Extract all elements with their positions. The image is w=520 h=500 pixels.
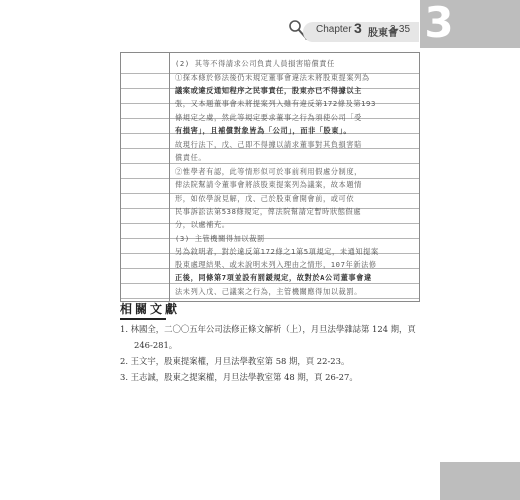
reference-item: 3. 王志誠，股東之提案權，月旦法學教室第 48 期，頁 26-27。 (120, 372, 358, 382)
note-line: 償責任。 (175, 153, 207, 162)
chapter-badge-number: 3 (424, 0, 454, 47)
note-line: 另為敘明者，對於違反第172條之1第5項規定，未通知提案 (175, 247, 379, 256)
note-line: 有損害」，且補償對象皆為「公司」，而非「股東」。 (175, 126, 352, 135)
reference-item-continuation: 246-281。 (134, 340, 178, 350)
notepad-margin-line (169, 53, 170, 301)
note-line: 故現行法下，戊、己即不得據以請求董事對其負損害賠 (175, 140, 362, 149)
reference-item: 2. 王文宇，股東提案權，月旦法學教室第 58 期，頁 22-23。 (120, 356, 350, 366)
references-heading: 相關文獻 (120, 302, 181, 316)
chapter-title: 股東會 (368, 28, 398, 39)
chapter-badge (420, 0, 520, 48)
note-line: (2) 其等不得請求公司負責人員損害賠償責任 (175, 59, 335, 68)
note-line: ②惟學者有認，此等情形似可於事前利用假處分制度， (175, 167, 362, 176)
note-line: 形，如依學說見解，戊、己於股東會開會前，或可依 (175, 194, 355, 203)
note-line: 俾法院幫請令董事會將該股東提案列為議案，故本題情 (175, 180, 362, 189)
note-line: ①探本條於修法後仍未規定董事會違法未將股東提案列為 (175, 73, 370, 82)
note-line: 股東處理結果、或未說明未列入理由之情形，107年新法修 (175, 260, 377, 269)
note-line: (3) 主管機關得加以裁罰 (175, 234, 265, 243)
notepad-box (120, 52, 420, 302)
note-line: 條規定之虞，然此等規定要求董事之行為須使公司「受 (175, 113, 362, 122)
note-line: 民事訴訟法第538條規定，俾法院幫請定暫時狀態假處 (175, 207, 362, 216)
chapter-number: 3 (354, 20, 362, 36)
chapter-label: Chapter (316, 24, 352, 35)
note-line: 分，以處補充。 (175, 220, 230, 229)
note-line: 張，又本題董事會未將提案列入雖有違反第172條及第193 (175, 99, 376, 108)
note-line: 法未列入戊、己議案之行為，主管機關應得加以裁罰。 (175, 287, 362, 296)
note-line: 議案或違反通知程序之民事責任，股東亦已不得據以主 (175, 86, 362, 95)
page-corner-block (440, 462, 520, 500)
page-number: 3-35 (390, 24, 411, 35)
note-line: 正後，同條第7項並設有罰鍰規定，故對於A公司董事會違 (175, 273, 372, 282)
reference-item: 1. 林國全，二〇〇五年公司法修正條文解析（上），月旦法學雜誌第 124 期，頁 (120, 324, 416, 334)
